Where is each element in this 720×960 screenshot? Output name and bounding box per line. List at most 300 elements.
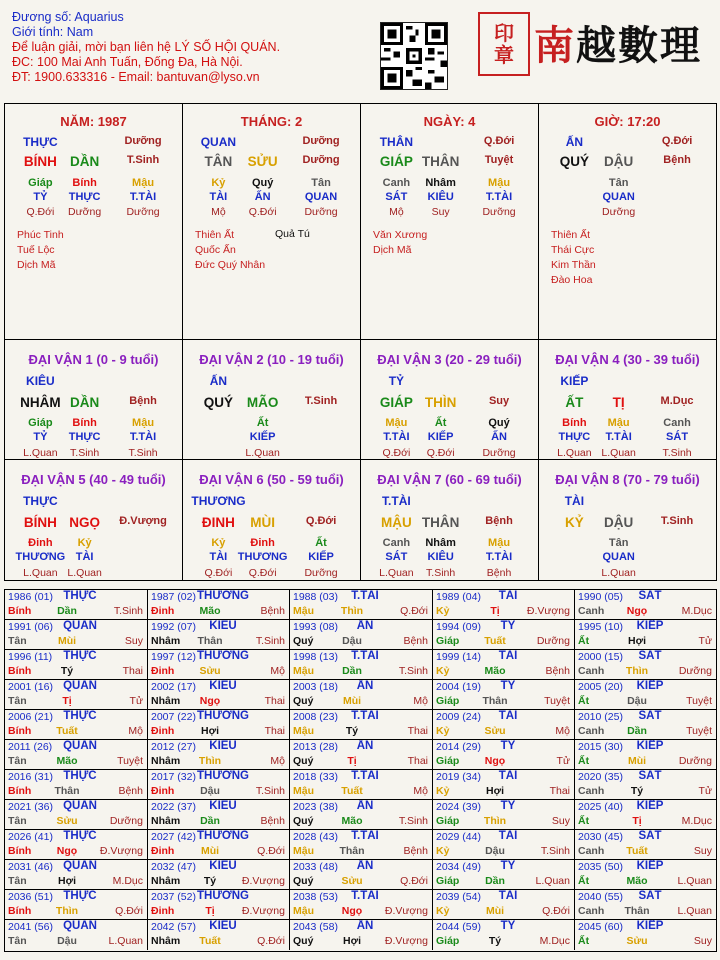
annual-cell [433,740,575,770]
annual-branch: Dậu [485,845,505,857]
annual-star: ẤN [356,680,374,692]
annual-life-stage: Tử [129,695,143,707]
annual-star: KIÊU [209,680,237,692]
dai-van-title: ĐẠI VẬN 6 (50 - 59 tuổi) [199,472,344,487]
annual-life-stage: M.Dục [681,815,712,827]
annual-stem: Canh [578,845,605,857]
annual-star: TỶ [500,920,516,932]
annual-branch: Tị [632,815,642,827]
star-name: Tuế Lộc [17,244,55,256]
annual-stem: Tân [8,755,27,767]
pillar-stem-2: SỬU [247,154,278,169]
annual-cell [290,860,433,890]
dai-van-hidden-2: Mậu [607,417,630,429]
annual-year: 2019 (34) [436,771,481,783]
pillar-hidden-3: Mậu [132,177,155,189]
annual-star: T.TÀI [351,770,379,782]
annual-year: 2031 (46) [8,861,53,873]
annual-cell [433,920,575,950]
annual-life-stage: Mộ [270,755,285,767]
annual-star: SÁT [638,770,662,782]
pillar-sub-2: KIÊU [427,191,454,203]
annual-cell [290,590,433,620]
annual-branch: Sửu [199,665,221,677]
annual-life-stage: Tử [698,785,712,797]
annual-star: THỰC [63,590,97,602]
dai-van-title: ĐẠI VẬN 2 (10 - 19 tuổi) [199,352,344,367]
annual-branch: Dậu [627,695,647,707]
annual-life-stage: Suy [693,935,712,947]
annual-life-stage: Thai [264,695,285,707]
pillar-life-3: Dưỡng [482,206,516,218]
annual-branch: Tị [490,605,500,617]
annual-cell [575,830,716,860]
address-line: ĐC: 100 Mai Anh Tuấn, Đống Đa, Hà Nội. [12,55,243,69]
dai-van-star-1: ẤN [209,374,228,388]
star-name: Thiên Ất [551,229,591,241]
annual-life-stage: Suy [124,635,143,647]
annual-cell [575,650,716,680]
star-name: Quốc Ấn [195,244,236,256]
pillar-hidden-2: Bính [72,177,97,189]
annual-cell [148,680,290,710]
dai-van-life-2: T.Sinh [426,567,456,579]
annual-cell [290,650,433,680]
annual-stem: Quý [293,695,314,707]
dai-van-title: ĐẠI VẬN 3 (20 - 29 tuổi) [377,352,522,367]
annual-star: QUAN [63,620,97,632]
annual-branch: Ngọ [484,755,506,767]
annual-year: 2004 (19) [436,681,481,693]
dai-van-life [183,567,360,581]
dai-van-star-1: THỰC [23,494,58,508]
pillar-star [361,135,538,151]
annual-cell [290,920,433,950]
annual-life-stage: Tuyệt [117,755,143,767]
annual-life-stage: T.Sinh [398,665,428,677]
annual-star: TỶ [500,860,516,872]
annual-year: 2003 (18) [293,681,338,693]
annual-stem: Kỷ [436,785,450,797]
annual-year: 2041 (56) [8,921,53,933]
pillar-star-1: ẤN [565,135,584,149]
annual-stem: Canh [578,725,605,737]
dai-van-star-1: T.TÀI [382,494,411,508]
dai-van-hidden-3: Mậu [488,537,511,549]
annual-life-stage: Tuyệt [544,695,570,707]
dai-van-life-2: L.Quan [601,447,636,459]
annual-cell [290,800,433,830]
dai-van-7 [361,460,539,581]
dai-van-2 [183,340,361,460]
annual-stem: Nhâm [151,755,181,767]
annual-year: 2020 (35) [578,771,623,783]
dai-van-6 [183,460,361,581]
annual-life-stage: Mộ [413,695,428,707]
dai-van-stem [539,515,716,531]
annual-stem: Mậu [293,785,314,797]
dai-van-sub-2: KIẾP [427,431,454,443]
dai-van-sub-2: KIẾP [249,431,276,443]
annual-star: TÀI [498,650,518,662]
annual-star: THƯƠNG [197,710,249,722]
annual-life-stage: Đ.Vượng [384,905,428,917]
annual-branch: Tý [345,725,359,737]
annual-year: 1988 (03) [293,591,338,603]
dai-van-life-3: T.Sinh [662,447,692,459]
dai-van-life [361,567,538,581]
annual-year: 2044 (59) [436,921,481,933]
annual-life-stage: Suy [551,815,570,827]
dai-van-sub [361,551,538,567]
dai-van-sub-3: T.TÀI [129,431,157,443]
pillar-1 [5,104,183,340]
dai-van-life-1: L.Quan [557,447,592,459]
annual-stem: Ất [578,815,590,827]
star-name: Đức Quý Nhân [195,259,266,271]
annual-cell [5,620,148,650]
annual-life-stage: Thai [264,725,285,737]
dai-van-stem-1: NHÂM [20,395,61,410]
dai-van-life [539,447,716,460]
dai-van-hidden-1: Kỷ [211,537,226,549]
annual-life-stage: Tuyệt [686,725,712,737]
pillar-stem-1: TÂN [204,154,233,169]
annual-year: 2035 (50) [578,861,623,873]
annual-year: 1997 (12) [151,651,196,663]
annual-life-stage: Q.Đới [257,935,285,947]
annual-star: TÀI [498,890,518,902]
annual-stem: Quý [293,755,314,767]
dai-van-stem-3: Suy [488,395,510,407]
pillar-life-2: Dưỡng [602,206,636,218]
annual-star: SÁT [638,590,662,602]
annual-stem: Bính [8,905,32,917]
pillar-3 [361,104,539,340]
annual-branch: Tuất [626,845,648,857]
dai-van-3 [361,340,539,460]
dai-van-star-1: THƯƠNG [191,494,246,508]
annual-star: TỶ [500,740,516,752]
annual-star: KIÊU [209,800,237,812]
dai-van-sub [5,431,182,447]
annual-cell [290,710,433,740]
phone-email-line: ĐT: 1900.633316 - Email: bantuvan@lyso.vn [12,70,260,84]
annual-year: 2039 (54) [436,891,481,903]
annual-life-stage: Q.Đới [400,605,428,617]
annual-year: 2024 (39) [436,801,481,813]
annual-stem: Mậu [293,605,314,617]
dai-van-star [539,494,716,510]
contact-line: Để luận giải, mời bạn liên hệ LÝ SỐ HỘI QUÁN. [12,40,281,54]
red-seal-stamp: 印 章 [478,12,530,76]
dai-van-stem-1: KỶ [565,515,584,530]
pillar-stem-1: GIÁP [379,154,413,169]
annual-life-stage: Bệnh [403,845,428,857]
annual-life-stage: Dưỡng [109,815,143,827]
annual-star: T.TÀI [351,710,379,722]
dai-van-sub-1: THƯƠNG [15,551,66,563]
brand-logo: 南越數理 [534,22,702,69]
annual-star: THƯƠNG [197,590,249,602]
annual-star: T.TÀI [351,830,379,842]
dai-van-star-1: TỶ [388,374,405,388]
annual-life-stage: M.Dục [681,605,712,617]
annual-stem: Canh [578,905,605,917]
annual-branch: Hợi [58,875,76,887]
bazi-chart [4,103,717,581]
annual-year: 1999 (14) [436,651,481,663]
annual-star: T.TÀI [351,590,379,602]
annual-stem: Tân [8,815,27,827]
pillar-life [539,206,716,222]
annual-branch: Tý [203,875,217,887]
annual-cell [5,830,148,860]
pillar-star-1: QUAN [200,135,237,149]
annual-cell [148,620,290,650]
annual-star: TỶ [500,620,516,632]
dai-van-sub-2: THƯƠNG [237,551,288,563]
annual-branch: Ngọ [56,845,78,857]
pillar-sub-3: T.TÀI [485,191,513,203]
annual-life-stage: L.Quan [535,875,570,887]
annual-branch: Sửu [626,935,648,947]
dai-van-sub [5,551,182,567]
annual-life-stage: Tử [556,755,570,767]
annual-stem: Ất [578,755,590,767]
dai-van-hidden-3: Quý [488,417,510,429]
dai-van-sub-1: TỶ [33,431,48,443]
annual-cell [290,830,433,860]
pillar-life-1: Mộ [211,206,226,218]
annual-life-stage: Q.Đới [542,905,570,917]
dai-van-sub-1: THỰC [558,431,591,443]
annual-cell [148,770,290,800]
pillar-star [5,135,182,151]
dai-van-hidden-1: Giáp [28,417,53,429]
annual-life-stage: M.Dục [112,875,143,887]
dai-van-stem [361,515,538,531]
annual-stem: Quý [293,935,314,947]
annual-star: T.TÀI [351,650,379,662]
annual-cell [5,710,148,740]
pillar-sub-2: ẤN [254,191,271,203]
dai-van-4 [539,340,716,460]
dai-van-stem-2: DẬU [604,515,634,530]
annual-cell [5,860,148,890]
dai-van-life [183,447,360,460]
pillar-stem [539,154,716,170]
pillar-stem-1: QUÝ [559,154,590,169]
pillar-hidden-3: Mậu [488,177,511,189]
pillar-sub-3: T.TÀI [129,191,157,203]
star-name: Dịch Mã [373,244,412,256]
pillar-stars-list [195,228,265,273]
dai-van-star [183,494,360,510]
pillar-stem-3: Tuyệt [484,154,514,166]
annual-stem: Quý [293,635,314,647]
annual-cell [433,680,575,710]
pillar-stem-2: THÂN [421,154,460,169]
annual-cell [290,740,433,770]
annual-year: 2043 (58) [293,921,338,933]
dai-van-life [539,567,716,581]
annual-cell [575,590,716,620]
pillar-hidden-1: Giáp [28,177,53,189]
annual-cell [5,650,148,680]
annual-branch: Thân [197,635,223,647]
dai-van-title: ĐẠI VẬN 8 (70 - 79 tuổi) [555,472,700,487]
pillar-life [5,206,182,222]
annual-year: 2000 (15) [578,651,623,663]
annual-stem: Ất [578,695,590,707]
dai-van-life-2: L.Quan [245,447,280,459]
dai-van-hidden-3: Canh [663,417,691,429]
annual-cell [575,800,716,830]
annual-life-stage: Mộ [270,665,285,677]
annual-cell [148,830,290,860]
dai-van-life [5,567,182,581]
annual-star: QUAN [63,740,97,752]
annual-star: THỰC [63,650,97,662]
dai-van-hidden-2: Nhâm [425,537,456,549]
annual-stem: Kỷ [436,605,450,617]
annual-star: ẤN [356,860,374,872]
dai-van-life-3: T.Sinh [128,447,158,459]
annual-life-stage: Thai [407,755,428,767]
annual-year: 2037 (52) [151,891,196,903]
annual-cell [575,890,716,920]
annual-star: THƯƠNG [197,830,249,842]
annual-stem: Kỷ [436,665,450,677]
annual-year: 2016 (31) [8,771,53,783]
annual-life-stage: Bệnh [260,815,285,827]
annual-life-stage: T.Sinh [113,605,143,617]
annual-year: 1994 (09) [436,621,481,633]
annual-stem: Mậu [293,725,314,737]
annual-stem: Tân [8,695,27,707]
pillar-hidden-1: Kỷ [211,177,226,189]
annual-year: 2012 (27) [151,741,196,753]
annual-year: 1998 (13) [293,651,338,663]
annual-year: 1987 (02) [151,591,196,603]
annual-branch: Thìn [198,755,222,767]
star-name: Kim Thần [551,259,596,271]
dai-van-stem [539,395,716,411]
dai-van-stem-3: Đ.Vượng [119,515,167,527]
pillar-life-1: Q.Đới [26,206,55,218]
dai-van-sub-2: TÀI [75,551,94,563]
annual-branch: Thân [482,695,508,707]
annual-cell [433,860,575,890]
annual-cell [148,890,290,920]
pillar-stem-1: BÍNH [23,154,57,169]
annual-stem: Kỷ [436,725,450,737]
annual-cell [148,590,290,620]
pillar-stem-3: Bệnh [663,154,691,166]
annual-life-stage: Đ.Vượng [526,605,570,617]
dai-van-life-1: Q.Đới [382,447,411,459]
annual-stem: Bính [8,845,32,857]
pillar-star-3: Q.Đới [661,135,693,147]
dai-van-sub-3: T.TÀI [485,551,513,563]
dai-van-stem-3: T.Sinh [660,515,694,527]
annual-year: 2001 (16) [8,681,53,693]
annual-branch: Dậu [57,935,77,947]
annual-year: 2014 (29) [436,741,481,753]
annual-life-stage: Thai [549,785,570,797]
annual-star: THỰC [63,890,97,902]
annual-year: 2005 (20) [578,681,623,693]
dai-van-hidden-1: Mậu [385,417,408,429]
annual-stem: Canh [578,605,605,617]
annual-branch: Hợi [486,785,504,797]
annual-branch: Tị [347,755,357,767]
dai-van-title: ĐẠI VẬN 4 (30 - 39 tuổi) [555,352,700,367]
annual-star: QUAN [63,680,97,692]
pillar-life [183,206,360,222]
dai-van-life-1: L.Quan [23,567,58,579]
annual-stem: Giáp [436,755,460,767]
pillar-star [539,135,716,151]
annual-cell [290,620,433,650]
pillar-stars-list [17,228,64,273]
dai-van-life-2: T.Sinh [70,447,100,459]
annual-star: KIÊU [209,920,237,932]
annual-branch: Hợi [343,935,361,947]
pillar-hidden-2: Tân [608,177,629,189]
annual-life-stage: Dưỡng [678,665,712,677]
dai-van-life-1: Q.Đới [204,567,233,579]
dai-van-stem-1: MẬU [381,515,412,530]
annual-branch: Ngọ [199,695,221,707]
dai-van-star [361,374,538,390]
annual-cell [433,890,575,920]
annual-branch: Thìn [55,905,79,917]
annual-stem: Kỷ [436,905,450,917]
dai-van-title: ĐẠI VẬN 1 (0 - 9 tuổi) [28,352,159,367]
dai-van-sub [361,431,538,447]
dai-van-stem-2: TỊ [612,395,625,410]
annual-year: 2036 (51) [8,891,53,903]
pillar-stem-2: DẦN [70,154,100,169]
annual-branch: Thìn [483,815,507,827]
dai-van-life-1: L.Quan [379,567,414,579]
annual-life-stage: Đ.Vượng [241,875,285,887]
annual-life-stage: T.Sinh [398,815,428,827]
annual-cell [290,770,433,800]
annual-branch: Mùi [485,905,505,917]
dai-van-star [539,374,716,390]
annual-life-stage: Đ.Vượng [241,905,285,917]
pillar-stars-list [551,228,596,288]
annual-star: TỶ [500,800,516,812]
annual-year: 1991 (06) [8,621,53,633]
star-name: Thiên Ất [195,229,235,241]
annual-branch: Ngọ [626,605,648,617]
pillar-sub-1: TÀI [209,191,228,203]
annual-stem: Tân [8,875,27,887]
dai-van-stem [183,515,360,531]
dai-van-life-2: L.Quan [67,567,102,579]
annual-life-stage: Bệnh [118,785,143,797]
annual-cell [5,680,148,710]
annual-cell [575,680,716,710]
dai-van-life-2: Q.Đới [426,447,455,459]
annual-stem: Giáp [436,815,460,827]
star-name: Dịch Mã [17,259,56,271]
annual-stem: Giáp [436,635,460,647]
